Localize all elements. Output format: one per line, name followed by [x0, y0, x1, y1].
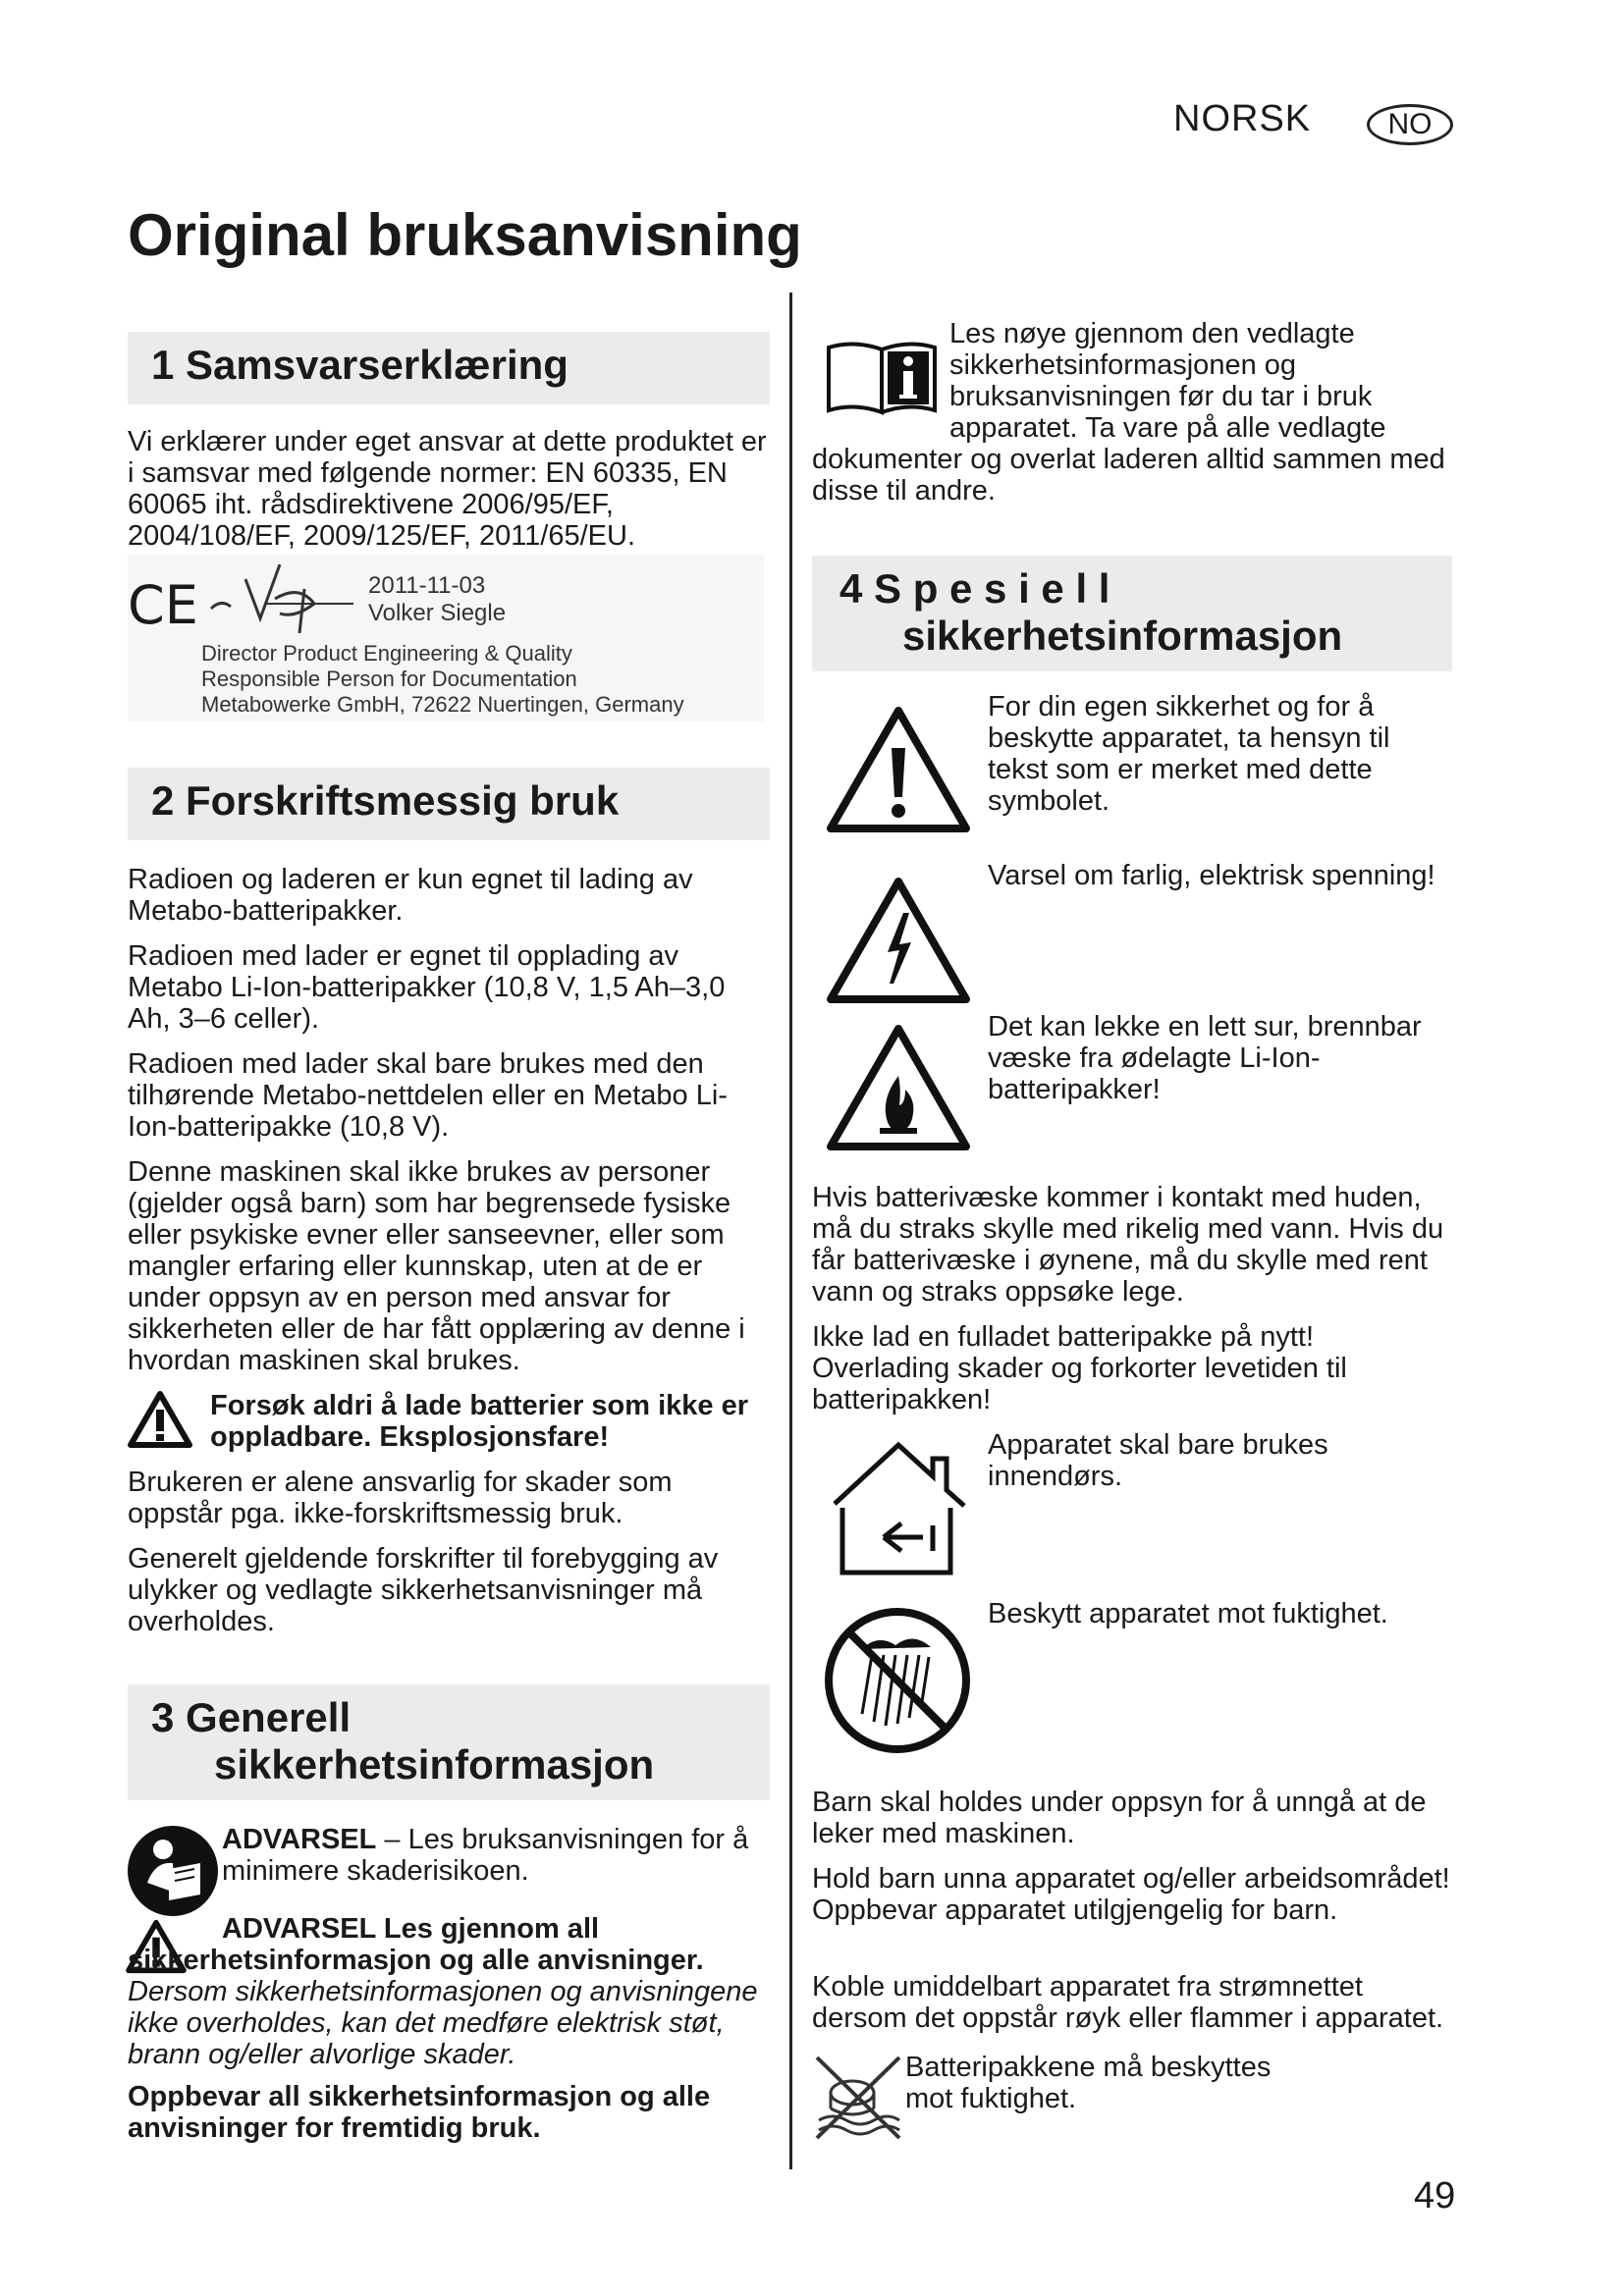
signatory-role-1: Director Product Engineering & Quality: [201, 641, 572, 666]
s2-p6: Generelt gjeldende forskrifter til forebygging av ulykker og vedlagte sikkerhetsanvisninger må overholdes.: [128, 1543, 719, 1637]
column-divider: [789, 293, 792, 2169]
r-p2: Ikke lad en fulladet batteripakke på nytt! Overlading skader og forkorter levetiden til batteripakken!: [812, 1321, 1347, 1415]
signatory-role-2: Responsible Person for Documentation: [201, 667, 577, 691]
r-p5: Koble umiddelbart apparatet fra strømnettet dersom det oppstår røyk eller flammer i apparatet.: [812, 1971, 1444, 2034]
s3-w2-italic: Dersom sikkerhetsinformasjonen og anvisningene ikke overholdes, kan det medføre elektrisk støt, brann og/eller alvorlige skader.: [128, 1976, 758, 2070]
read-manual-icon: [126, 1824, 220, 1918]
r-p4: Hold barn unna apparatet og/eller arbeidsområdet! Oppbevar apparatet utilgjengelig for barn.: [812, 1863, 1450, 1926]
s2-warning: [128, 1390, 770, 1453]
section-3-heading: [128, 1684, 770, 1800]
s3-w1-bold: ADVARSEL: [222, 1824, 377, 1855]
signature-block: [128, 555, 764, 721]
section-4-heading: [812, 556, 1452, 671]
general-warning-icon: [825, 703, 972, 834]
s2-p1: Radioen og laderen er kun egnet til lading av Metabo-batteripakker.: [128, 864, 693, 927]
r-p1: Hvis batterivæske kommer i kontakt med huden, må du straks skylle med rikelig med vann. Hvis du får batterivæske i øynene, må du skylle med rent vann og straks oppsøke lege.: [812, 1182, 1444, 1308]
section-2-heading: 2 Forskriftsmessig bruk: [128, 768, 770, 840]
page-number: 49: [1414, 2175, 1456, 2216]
sym-electric-text: Varsel om farlig, elektrisk spenning!: [988, 860, 1435, 891]
s1-text: Vi erklærer under eget ansvar at dette produktet er i samsvar med følgende normer: EN 60335, EN 60065 iht. rådsdirektivene 2006/95/EF, 2004/108/EF, 2009/125/EF, 2011/65/EU.: [128, 426, 767, 552]
page-title: Original bruksanvisning: [128, 202, 802, 268]
s3-w2-bold: ADVARSEL Les gjennom all sikkerhetsinformasjon og alle anvisninger.: [128, 1913, 704, 1976]
s2-p4: Denne maskinen skal ikke brukes av personer (gjelder også barn) som har begrensede fysiske eller psykiske evner eller sanseevner, eller som mangler erfaring eller kunnskap, uten at de er under oppsyn av en person med ansvar for sikkerheten eller de har fått opplæring av denne i hvordan maskinen skal brukes.: [128, 1156, 745, 1376]
electric-hazard-icon: [825, 874, 972, 1005]
s2-p3: Radioen med lader skal bare brukes med den tilhørende Metabo-nettdelen eller en Metabo Li-Ion-batteripakke (10,8 V).: [128, 1048, 728, 1143]
fire-hazard-icon: [825, 1021, 972, 1152]
language-badge: NO: [1367, 104, 1453, 145]
intro-paragraph: Les nøye gjennom den vedlagte sikkerhetsinformasjonen og bruksanvisningen før du tar i bruk apparatet. Ta vare på alle vedlagte dokumenter og overlat laderen alltid sammen med disse til andre.: [812, 318, 1445, 507]
signature-icon: [206, 560, 363, 638]
battery-text: Batteripakkene må beskyttes mot fuktighet.: [905, 2052, 1272, 2114]
language-label: NORSK: [1173, 98, 1312, 139]
intro-text: [812, 318, 1454, 507]
s3-warning-1: [222, 1824, 770, 1887]
s3-keep-instructions: Oppbevar all sikkerhetsinformasjon og alle anvisninger for fremtidig bruk.: [128, 2081, 711, 2144]
signatory-name: Volker Siegle: [368, 600, 507, 626]
s4-heading-line-2: sikkerhetsinformasjon: [902, 613, 1343, 660]
battery-no-moisture-icon: [813, 2052, 903, 2142]
s3-w1-text: – Les bruksanvisningen for å minimere skaderisikoen.: [222, 1824, 749, 1887]
s3-warning-2: [128, 1913, 770, 2070]
moisture-text: Beskytt apparatet mot fuktighet.: [988, 1598, 1388, 1629]
warning-triangle-icon: [128, 1390, 192, 1449]
s2-warning-text: Forsøk aldri å lade batterier som ikke er oppladbare. Eksplosjonsfare!: [210, 1390, 749, 1453]
sym-warning-text: For din egen sikkerhet og for å beskytte apparatet, ta hensyn til tekst som er merket med dette symbolet.: [988, 691, 1390, 817]
sym-fire-text: Det kan lekke en lett sur, brennbar væske fra ødelagte Li-Ion-batteripakker!: [988, 1011, 1422, 1105]
ce-mark: CE: [128, 574, 198, 636]
signature-date: 2011-11-03: [368, 572, 486, 599]
company-address: Metabowerke GmbH, 72622 Nuertingen, Germany: [201, 692, 684, 717]
s2-p5: Brukeren er alene ansvarlig for skader som oppstår pga. ikke-forskriftsmessig bruk.: [128, 1467, 673, 1529]
no-moisture-icon: [823, 1606, 972, 1755]
indoor-use-icon: [825, 1435, 972, 1582]
s2-p2: Radioen med lader er egnet til opplading av Metabo Li-Ion-batteripakker (10,8 V, 1,5 Ah–3,0 Ah, 3–6 celler).: [128, 940, 726, 1035]
s3-heading-line-1: 3 Generell: [151, 1694, 352, 1740]
section-1-heading: 1 Samsvarserklæring: [128, 332, 770, 404]
s4-heading-line-1: 4 S p e s i e l l: [839, 565, 1110, 612]
r-p3: Barn skal holdes under oppsyn for å unngå at de leker med maskinen.: [812, 1787, 1427, 1849]
indoor-text: Apparatet skal bare brukes innendørs.: [988, 1429, 1328, 1492]
s3-heading-line-2: sikkerhetsinformasjon: [214, 1741, 655, 1789]
